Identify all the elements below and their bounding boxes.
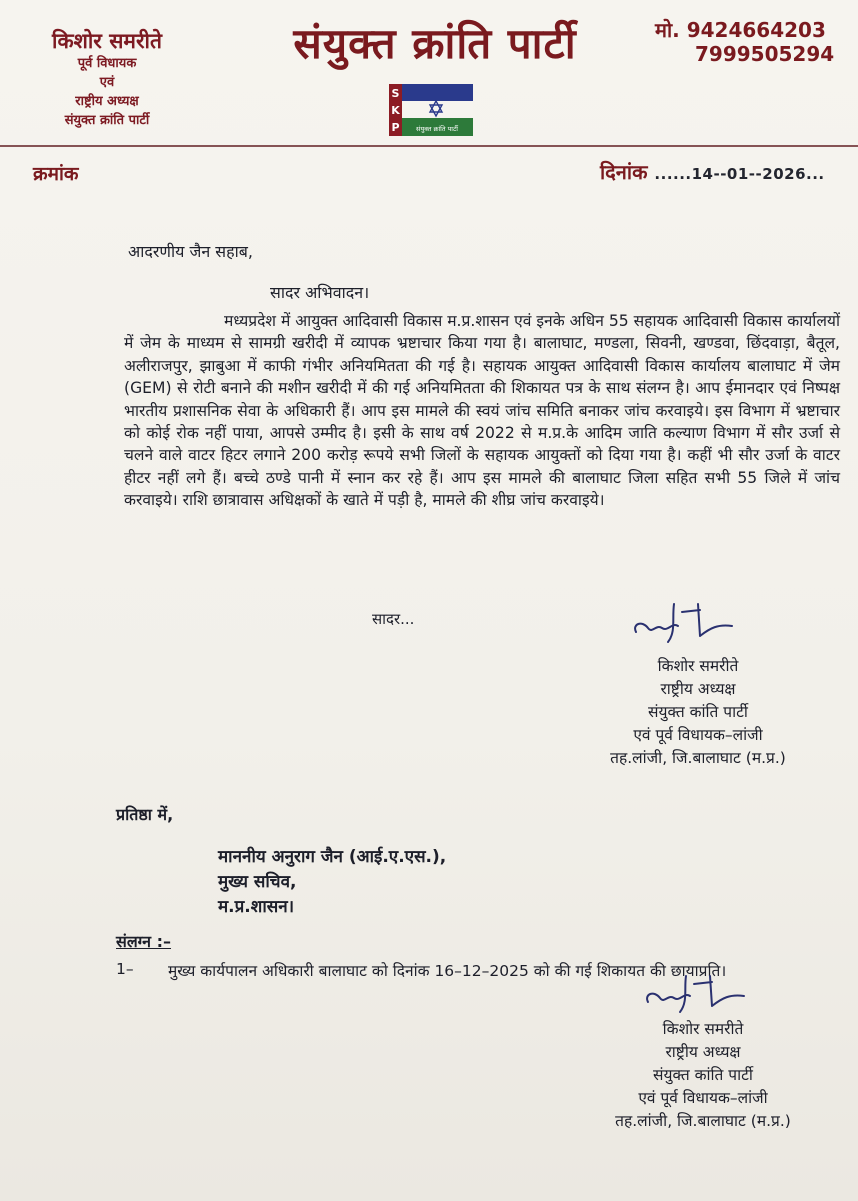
signature-2 — [640, 972, 770, 1024]
logo-caption: संयुक्त क्रांति पार्टी — [416, 125, 458, 133]
letterhead-name: किशोर समरीते — [52, 29, 162, 53]
recipient-block — [218, 845, 446, 920]
signature-block-1 — [588, 655, 808, 770]
letterhead-line: एवं — [99, 75, 115, 90]
signer-line: एवं पूर्व विधायक–लांजी — [638, 1089, 768, 1107]
enclosure-text: मुख्य कार्यपालन अधिकारी बालाघाट को दिनांक 16–12–2025 को की गई शिकायत की छायाप्रति। — [168, 962, 727, 980]
logo-letter: P — [391, 121, 400, 134]
signature-block-2 — [583, 1018, 823, 1133]
signer-line: राष्ट्रीय अध्यक्ष — [660, 680, 736, 698]
signer-line: एवं पूर्व विधायक–लांजी — [633, 726, 763, 744]
date-value: ......14--01--2026... — [654, 165, 825, 183]
signer-line: किशोर समरीते — [662, 1020, 744, 1038]
closing: सादर... — [372, 610, 415, 628]
logo-letter: K — [391, 104, 400, 117]
party-flag-logo — [389, 84, 473, 136]
logo-letter: S — [391, 87, 400, 100]
greeting: सादर अभिवादन। — [270, 283, 370, 302]
salutation: आदरणीय जैन सहाब, — [128, 242, 253, 261]
reference-label: क्रमांक — [33, 163, 79, 185]
party-title: संयुक्त क्रांति पार्टी — [293, 19, 577, 68]
body-paragraph: मध्यप्रदेश में आयुक्त आदिवासी विकास म.प्र.शासन एवं इनके अधिन 55 सहायक आदिवासी विकास कार्यालयों में जेम के माध्यम से सामग्री खरीदी में व्यापक भ्रष्टाचार किया गया है। बालाघाट, मण्डला, सिवनी, खण्डवा, छिंदवाड़ा, बैतूल, अलीराजपुर, झाबुआ में काफी गंभीर अनियमितता की गई है। सहायक आयुक्त आदिवासी विकास कार्यालय बालाघाट में जेम (GEM) से रोटी बनाने की मशीन खरीदी में की गई अनियमितता की शिकायत पत्र के साथ संलग्न है। आप ईमानदार एवं निष्पक्ष भारतीय प्रशासनिक सेवा के अधिकारी हैं। आप इस मामले की स्वयं जांच समिति बनाकर जांच करवाइये। इस विभाग में भ्रष्टाचार को कोई रोक नहीं पाया, आपसे उम्मीद है। इसी के साथ वर्ष 2022 से म.प्र.के आदिम जाति कल्याण विभाग में सौर उर्जा से चलने वाले वाटर हिटर लगाने 200 करोड़ रूपये सभी जिलों के सहायक आयुक्तों को दिया गया है। कहीं भी सौर उर्जा के वाटर हीटर नहीं लगे हैं। बच्चे ठण्डे पानी में स्नान कर रहे हैं। आप इस मामले की बालाघाट जिला सहित सभी 55 जिले में जांच करवाइये। राशि छात्रावास अधिक्षकों के खाते में पड़ी है, मामले की शीघ्र जांच करवाइये। — [124, 312, 840, 510]
letterhead-line: राष्ट्रीय अध्यक्ष — [75, 94, 139, 109]
signer-line: राष्ट्रीय अध्यक्ष — [665, 1043, 741, 1061]
letterhead-line: संयुक्त क्रांति पार्टी — [64, 113, 150, 128]
enclosure-number: 1– — [116, 960, 134, 978]
phone-number: 7999505294 — [695, 42, 835, 66]
signer-line: तह.लांजी, जि.बालाघाट (म.प्र.) — [610, 749, 786, 767]
header-divider — [0, 145, 858, 147]
date-label: दिनांक — [600, 160, 648, 184]
letter-body — [124, 310, 840, 512]
recipient-line: माननीय अनुराग जैन (आई.ए.एस.), — [218, 847, 447, 867]
letterhead-line: पूर्व विधायक — [77, 56, 137, 71]
signer-line: तह.लांजी, जि.बालाघाट (म.प्र.) — [615, 1112, 791, 1130]
enclosure-label: संलग्न :– — [116, 932, 172, 951]
recipient-line: म.प्र.शासन। — [218, 897, 295, 917]
recipient-line: मुख्य सचिव, — [218, 872, 297, 892]
phone-prefix: मो. — [655, 18, 680, 42]
phone-number: 9424664203 — [686, 18, 826, 42]
signature-1 — [628, 598, 758, 650]
letterhead-left-block — [22, 28, 192, 130]
date-line — [600, 158, 825, 185]
signer-line: संयुक्त कांति पार्टी — [653, 1066, 753, 1084]
signer-line: संयुक्त कांति पार्टी — [648, 703, 748, 721]
signer-line: किशोर समरीते — [657, 657, 739, 675]
to-label: प्रतिष्ठा में, — [116, 805, 174, 824]
phone-block — [655, 18, 835, 66]
